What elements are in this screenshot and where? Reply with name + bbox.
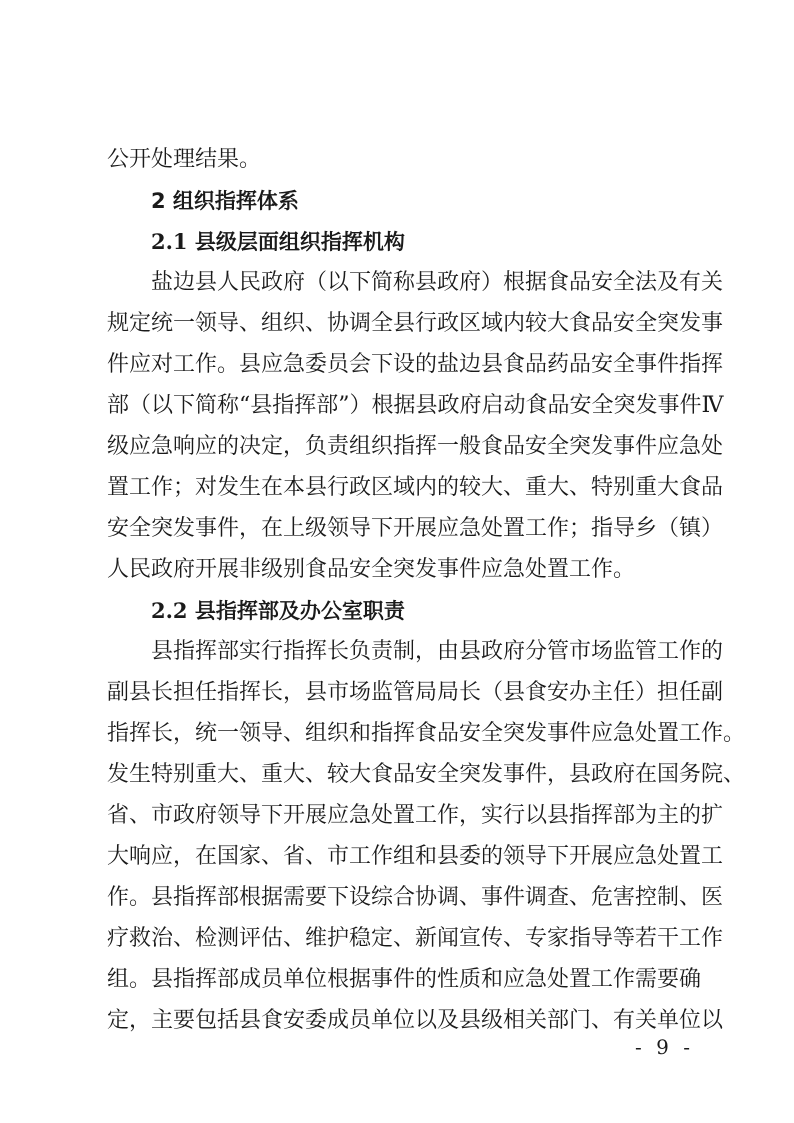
page-number: - 9 - <box>635 1035 694 1059</box>
paragraph-line: 发生特别重大、重大、较大食品安全突发事件，县政府在国务院、 <box>107 762 746 787</box>
paragraph-line: 规定统一领导、组织、协调全县行政区域内较大食品安全突发事 <box>107 311 724 336</box>
paragraph-line: 组。县指挥部成员单位根据事件的性质和应急处置工作需要确 <box>107 967 702 992</box>
paragraph-line: 定，主要包括县食安委成员单位以及县级相关部门、有关单位以 <box>107 1008 724 1033</box>
paragraph-line: 件应对工作。县应急委员会下设的盐边县食品药品安全事件指挥 <box>107 352 724 377</box>
paragraph-line: 安全突发事件，在上级领导下开展应急处置工作；指导乡（镇） <box>107 516 724 541</box>
paragraph-line: 作。县指挥部根据需要下设综合协调、事件调查、危害控制、医 <box>107 885 724 910</box>
paragraph-line: 置工作；对发生在本县行政区域内的较大、重大、特别重大食品 <box>107 475 724 500</box>
subsection-heading: 2.1 县级层面组织指挥机构 <box>151 229 405 254</box>
paragraph-line: 县指挥部实行指挥长负责制，由县政府分管市场监管工作的 <box>151 639 724 664</box>
paragraph-line: 指挥长，统一领导、组织和指挥食品安全突发事件应急处置工作。 <box>107 721 746 746</box>
paragraph-line: 副县长担任指挥长，县市场监管局局长（县食安办主任）担任副 <box>107 680 724 705</box>
paragraph-line: 省、市政府领导下开展应急处置工作，实行以县指挥部为主的扩 <box>107 803 724 828</box>
subsection-heading: 2.2 县指挥部及办公室职责 <box>151 598 405 623</box>
section-heading: 2 组织指挥体系 <box>151 189 299 213</box>
paragraph-line: 大响应，在国家、省、市工作组和县委的领导下开展应急处置工 <box>107 844 724 869</box>
paragraph-line: 级应急响应的决定，负责组织指挥一般食品安全突发事件应急处 <box>107 434 724 459</box>
paragraph-line: 疗救治、检测评估、维护稳定、新闻宣传、专家指导等若干工作 <box>107 926 724 951</box>
paragraph-line: 公开处理结果。 <box>107 147 262 172</box>
paragraph-line: 盐边县人民政府（以下简称县政府）根据食品安全法及有关 <box>151 270 724 295</box>
paragraph-line: 部（以下简称“县指挥部”）根据县政府启动食品安全突发事件Ⅳ <box>107 393 724 418</box>
paragraph-line: 人民政府开展非级别食品安全突发事件应急处置工作。 <box>107 557 636 582</box>
